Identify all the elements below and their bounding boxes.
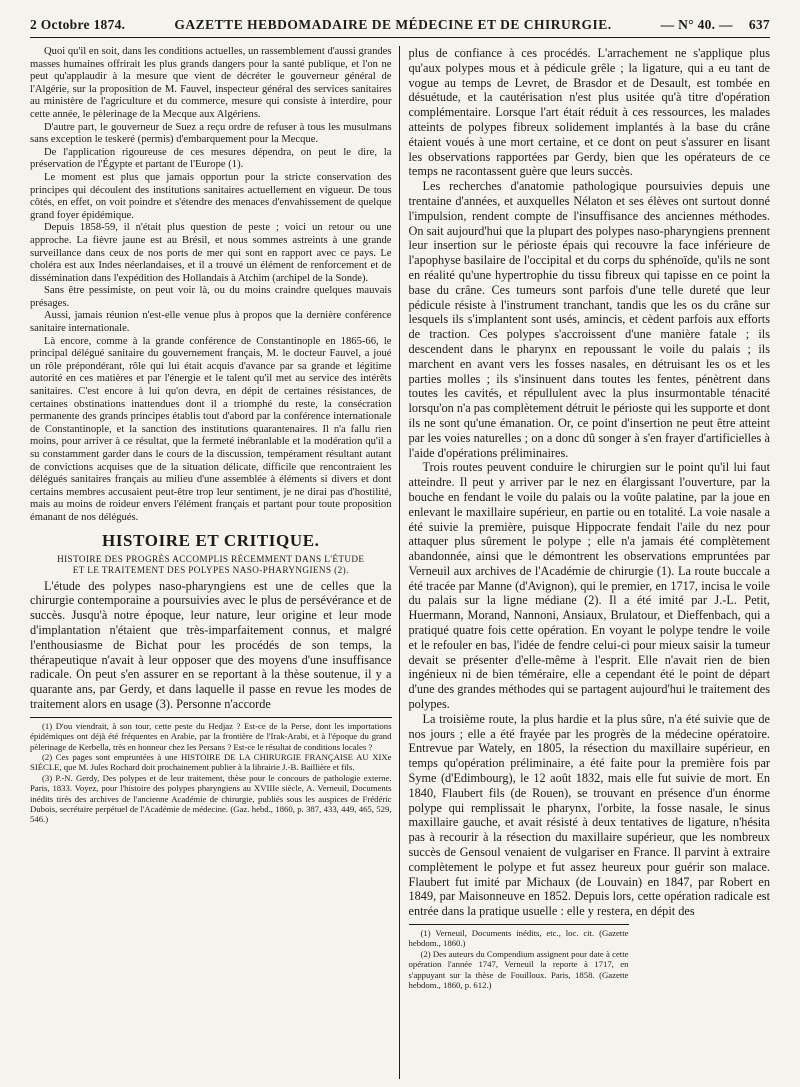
paragraph: plus de confiance à ces procédés. L'arrachement ne s'applique plus qu'aux polypes mous et à pédicule grêle ; la ligature, qui a eu tant de vogue au temps de Levret, de Brasdor et de Desault, est tombée en désuétude, et la cautérisation n'est plus usitée qu'à titre d'opération complémentaire. Lorsque l'art était réduit à ces ressources, les malades atteints de polypes fibreux solidement implantés à la base du crâne étaient voués à une mort certaine, et ce dont on peut s'assurer en lisant les observations rapportées par Gerdy, bien que les opérateurs de ce temps ne racontassent guère que leurs succès. [408,46,770,179]
section-subtitle [30,554,392,576]
paragraph: Là encore, comme à la grande conférence de Constantinople en 1865-66, le principal délégué sanitaire du gouvernement français, M. le docteur Fauvel, a joué un rôle prépondérant, rôle qui lui était acquis d'avance par sa grande et légitime autorité en ces matières et par l'énergie et le talent qu'il met au service des intérêts sanitaires. C'est encore à lui qu'on devra, en dépit de certaines résistances, de certaines obstinations inattendues dont il a triomphé du reste, la consécration permanente des grands principes établis tout d'abord par la conférence internationale de Constantinople, et la sanction des institutions quarantenaires. Il n'a fallu rien moins, pour arriver à ce résultat, que la fermeté inébranlable et la modération qu'il a su constamment garder dans le cours de la discussion, tempérament résultant autant de convictions acquises que de la situation délicate, difficile que rencontraient les délégués sanitaires français au milieu d'une assemblée à éléments si divers et dont certains membres accusaient peut-être trop leur sentiment, je ne dirai pas d'hostilité, mais au moins de roideur envers l'élément français et partant pour toute proposition émanant de nos délégués. [30,335,392,523]
section-subtitle-line: ET LE TRAITEMENT DES POLYPES NASO-PHARYNGIENS (2). [72,564,349,575]
footnote: (1) D'ou viendrait, à son tour, cette peste du Hedjaz ? Est-ce de la Perse, dont les importations épidémiques ont déjà été fréquentes en Arabie, par la frontière de l'Irak-Arabi, et à l'époque du grand pèlerinage de Kerbella, très en honneur chez les Persans ? Est-ce le résultat de conditions locales ? [30,720,392,752]
page-number: 637 [748,17,770,32]
two-column-body [30,46,770,1079]
paragraph: La troisième route, la plus hardie et la plus sûre, n'a été suivie que de nos jours ; elle a été frayée par les progrès de la médecine opératoire. Entrevue par Wately, en 1805, la résection du maxillaire supérieur, en temps qu'opération préliminaire, a été faite pour la première fois par Syme (d'Edimbourg), le 12 août 1832, mais elle fut suivie de mort. En 1840, Flaubert fils (de Rouen), se trouvant en présence d'un énorme polype qui remplissait le pharynx, l'orbite, la fosse nasale, le sinus maxillaire gauche, et avait résisté à deux tentatives de ligature, n'hésita pas à recourir à la résection du maxillaire supérieur, que les nombreux succès de Gensoul venaient de vulgariser en France. Il parvint à extraire complètement le polype et fut assez heureux pour guérir son malace. Flaubert fut imité par Michaux (de Louvain) en 1847, par Robert en 1849, par Maisonneuve en 1852. Depuis lors, cette opération radicale est entrée dans la pratique usuelle : elle y restera, en dépit des [408,711,770,919]
footnote: (3) P.-N. Gerdy, Des polypes et de leur traitement, thèse pour le concours de pathologie externe. Paris, 1833. Voyez, pour l'histoire des polypes pharyngiens au XVIIIe siècle, A. Verneuil, Documents inédits tirés des archives de l'ancienne Académie de chirurgie, publiés sous les auspices de Frédéric Dubois, secrétaire perpétuel de l'Académie de médecine. (Gaz. hebd., 1860, p. 387, 433, 449, 465, 529, 546.) [30,772,392,825]
issue-number: — N° 40. — [660,17,733,32]
article-body [409,46,771,919]
paragraph: Quoi qu'il en soit, dans les conditions actuelles, un rassemblement d'aussi grandes masses humaines offrirait les plus grands dangers pour la santé publique, et l'on ne peut qu'applaudir à la mesure que vient de décréter le gouverneur général de l'Algérie, sur la proposition de M. Fauvel, inspecteur général des services sanitaires au ministère de l'agriculture et du commerce, mesure qui consiste à interdire, pour cette année, le pèlerinage de la Mecque aux Algériens. [30,46,392,120]
journal-title: GAZETTE HEBDOMADAIRE DE MÉDECINE ET DE CHIRURGIE. [174,17,612,32]
paragraph: Aussi, jamais réunion n'est-elle venue plus à propos que la dernière conférence sanitaire internationale. [30,310,392,335]
paragraph: L'étude des polypes naso-pharyngiens est une de celles que la chirurgie contemporaine a poursuivies avec le plus de persévérance et de succès. Jusqu'à notre époque, leur nature, leur origine et leur mode d'implantation n'étaient que très-imparfaitement connus, et malgré l'enthousiasme de Bichat pour les procédés de son temps, la thérapeutique n'avait à leur opposer que des moyens d'une insuffisance radicale. On peut s'en assurer en se reportant à la thèse soutenue, il y a quarante ans, par Gerdy, et dans laquelle il passe en revue les modes de traitement alors en usage (3). Personne n'accorde [30,578,392,711]
footnote: (1) Verneuil, Documents inédits, etc., loc. cit. (Gazette hebdom., 1860.) [408,928,629,949]
left-column [30,46,398,1079]
footnotes-left [30,717,392,825]
running-head [30,7,770,38]
paragraph: De l'application rigoureuse de ces mesures dépendra, on peut le dire, la préservation de l'Égypte et partant de l'Europe (1). [30,146,392,171]
footnote: (2) Des auteurs du Compendium assignent pour date à cette opération l'année 1747, Verneuil la reporte à 1717, en s'appuyant sur la thèse de Fouilloux. Paris, 1858. (Gazette hebdom., 1860, p. 612.) [408,948,629,991]
footnote: (2) Ces pages sont empruntées à une HISTOIRE DE LA CHIRURGIE FRANÇAISE AU XIXe SIÈCLE, que M. Jules Rochard doit prochainement publier à la librairie J.-B. Baillière et fils. [30,751,392,773]
footnotes-right [409,924,629,990]
section-title: HISTOIRE ET CRITIQUE. [102,530,320,550]
article-continuation [30,46,392,525]
column-rule [399,46,400,1079]
issue-date: 2 Octobre 1874. [30,17,126,32]
paragraph: D'autre part, le gouverneur de Suez a reçu ordre de refuser à tous les musulmans sans exception le teskeré (permis) d'embarquement pour la Mecque. [30,121,392,146]
right-column [401,46,771,1079]
paragraph: Le moment est plus que jamais opportun pour la stricte conservation des principes qui découlent des institutions sanitaires actuellement en vigueur. De tous côtés, en effet, on voit poindre et s'étendre des menaces d'envahissement de quelque grand foyer épidémique. [30,171,392,221]
paragraph: Sans être pessimiste, on peut voir là, ou du moins craindre quelques mauvais présages. [30,285,392,309]
paragraph: Trois routes peuvent conduire le chirurgien sur le point qu'il lui faut atteindre. Il peut y arriver par le nez en élargissant l'ouverture, par la bouche en fendant le voile du palais ou la voûte palatine, par la joue en enlevant le maxillaire supérieur, en partie ou en totalité. La voie nasale a été suivie la première, puisque Hippocrate fendait l'aile du nez pour attaquer plus sûrement le polype ; elle n'a jamais été complètement abandonnée, ainsi que le démontrent les observations empruntées par Verneuil aux archives de l'Académie de chirurgie (1). La route buccale a été tracée par Manne (d'Avignon), qui le premier, en 1717, incisa le voile du palais sur la ligne médiane (2). Il a été imité par J.-L. Petit, Huermann, Morand, Nannoni, Ansiaux, Brulatour, et Dieffenbach, qui a pratiqué quatre fois cette opération. En voyant le polype tendre le voile et le refouler en bas, l'idée de fendre celui-ci pour mieux saisir la tumeur devait se présenter d'elle-même à l'esprit. Elle n'avait rien de bien ingénieux ni de bien téméraire, elle a cependant été le point de départ d'une des grandes méthodes qui se partagent aujourd'hui le traitement des polypes. [408,460,770,712]
paragraph: Les recherches d'anatomie pathologique poursuivies depuis une trentaine d'années, et auxquelles Nélaton et ses élèves ont surtout donné l'impulsion, rendent compte de l'insuffisance des anciennes méthodes. On sait aujourd'hui que la plupart des polypes naso-pharyngiens prennent leur insertion sur le périoste épais qui recouvre la face inférieure de l'apophyse basilaire de l'occipital et du corps du sphénoïde, qu'ils ne sont en réalité qu'une hypertrophie du tissu fibreux qui tapisse en ce point la base du crâne. Ces tumeurs sont parfois d'une telle dureté que leur pédicule résiste à l'instrument tranchant, tandis que les os du crâne sur lesquels ils s'implantent sont usés, amincis, et cèdent parfois aux efforts de traction. Ces polypes s'accroissent d'une manière fatale ; ils descendent dans le pharynx en repoussant le voile du palais ; ils marchent en avant vers les fosses nasales, en détruisant les os et les parties molles ; ils s'insinuent dans toutes les fentes, pénètrent dans toutes les cavités, et répullulent avec la plus insurmontable ténacité lorsqu'on n'a pas complètement détruit le périoste qui les supporte et dont ils ne sont qu'une émanation. Or, ce point d'insertion ne peut être atteint par les voies naturelles ; on a donc dû songer à s'en frayer d'artificielles à l'aide d'opérations préliminaires. [408,179,770,460]
paragraph: Depuis 1858-59, il n'était plus question de peste ; voici un retour ou une approche. La fièvre jaune est au Brésil, et nous sommes astreints à une grande surveillance dans ceux de nos ports de mer qui sont en rapport avec ce pays. Le choléra est aux Indes néerlandaises, et il a trouvé un élément de renforcement et de dissémination dans l'expédition des Hollandais à Atchim (archipel de la Sonde). [30,222,392,284]
article-intro [30,579,392,712]
section-subtitle-line: HISTOIRE DES PROGRÈS ACCOMPLIS RÉCEMMENT DANS L'ÉTUDE [57,553,365,564]
